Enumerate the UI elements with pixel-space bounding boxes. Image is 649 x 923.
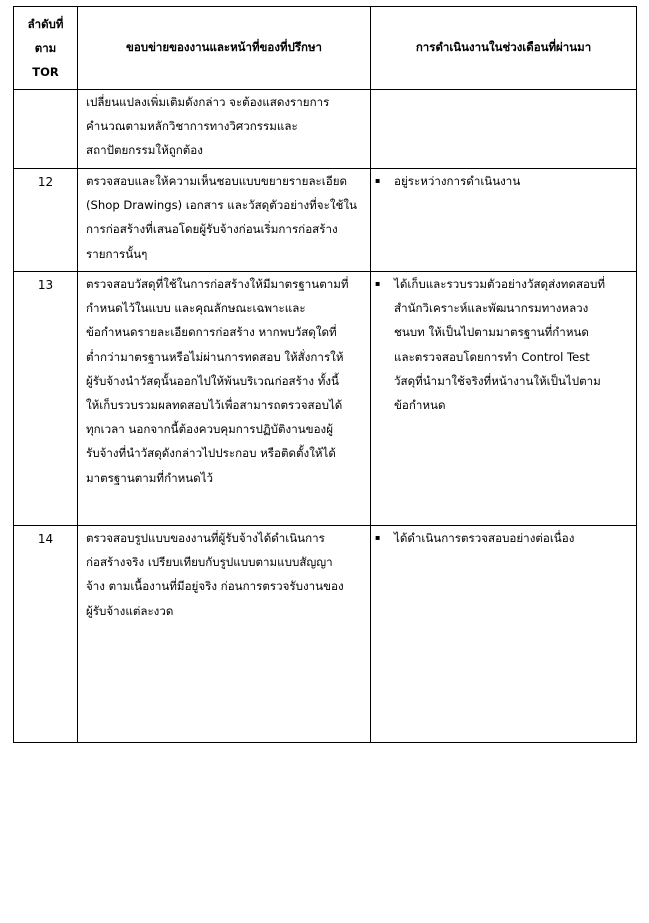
row-description	[78, 90, 371, 169]
table-row	[14, 169, 637, 272]
desc-line: มาตรฐานตามที่กำหนดไว้	[86, 470, 214, 485]
desc-line: การก่อสร้างที่เสนอโดยผู้รับจ้างก่อนเริ่มการก่อสร้าง	[86, 222, 338, 237]
desc-line: ตรวจสอบวัสดุที่ใช้ในการก่อสร้างให้มีมาตรฐานตามที่	[86, 277, 349, 291]
desc-line: ผู้รับจ้างนำวัสดุนั้นออกไปให้พ้นบริเวณก่อสร้าง ทั้งนี้	[86, 373, 339, 388]
progress-line: ได้ดำเนินการตรวจสอบอย่างต่อเนื่อง	[394, 531, 575, 545]
desc-line: ให้เก็บรวบรวมผลทดสอบไว้เพื่อสามารถตรวจสอบได้	[86, 398, 343, 413]
square-bullet-icon: ▪	[375, 279, 381, 288]
progress-line: วัสดุที่นำมาใช้จริงที่หน้างานให้เป็นไปตาม	[394, 373, 601, 388]
progress-line: ข้อกำหนด	[394, 398, 446, 413]
desc-line: เปลี่ยนแปลงเพิ่มเติมดังกล่าว จะต้องแสดงรายการ	[86, 95, 330, 109]
desc-line: (Shop Drawings) เอกสาร และวัสดุตัวอย่างที่จะใช้ใน	[86, 198, 357, 213]
desc-line: ตรวจสอบรูปแบบของงานที่ผู้รับจ้างได้ดำเนินการ	[86, 531, 325, 545]
desc-line: กำหนดไว้ในแบบ และคุณลักษณะเฉพาะและ	[86, 301, 306, 316]
tor-progress-table	[13, 6, 637, 743]
progress-line: อยู่ระหว่างการดำเนินงาน	[394, 174, 521, 188]
desc-line: ผู้รับจ้างแต่ละงวด	[86, 603, 174, 618]
row-progress	[371, 90, 637, 169]
row-number: 14	[14, 526, 78, 743]
header-line: ตาม	[34, 41, 57, 55]
row-progress	[371, 526, 637, 743]
row-number: 12	[14, 169, 78, 272]
progress-line: สำนักวิเคราะห์และพัฒนากรมทางหลวง	[394, 301, 589, 316]
desc-line: ก่อสร้างจริง เปรียบเทียบกับรูปแบบตามแบบสัญญา	[86, 555, 333, 570]
desc-line: ตรวจสอบและให้ความเห็นชอบแบบขยายรายละเอียด	[86, 174, 348, 188]
header-tor-number	[14, 7, 78, 90]
progress-line: ได้เก็บและรวบรวมตัวอย่างวัสดุส่งทดสอบที่	[394, 277, 606, 291]
header-progress: การดำเนินงานในช่วงเดือนที่ผ่านมา	[371, 7, 637, 90]
desc-line: จ้าง ตามเนื้องานที่มีอยู่จริง ก่อนการตรวจรับงานของ	[86, 579, 344, 594]
desc-line: รายการนั้นๆ	[86, 246, 148, 261]
table-row	[14, 526, 637, 743]
square-bullet-icon: ▪	[375, 533, 381, 542]
table-header-row	[14, 7, 637, 90]
progress-line: ชนบท ให้เป็นไปตามมาตรฐานที่กำหนด	[394, 325, 589, 340]
desc-line: ทุกเวลา นอกจากนี้ต้องควบคุมการปฏิบัติงานของผู้	[86, 422, 333, 437]
header-line: ลำดับที่	[27, 17, 64, 31]
table-row	[14, 272, 637, 526]
row-number: 13	[14, 272, 78, 526]
header-line: TOR	[32, 65, 59, 79]
header-scope: ขอบข่ายของงานและหน้าที่ของที่ปรึกษา	[78, 7, 371, 90]
desc-line: สถาปัตยกรรมให้ถูกต้อง	[86, 143, 203, 158]
row-number	[14, 90, 78, 169]
row-description	[78, 169, 371, 272]
progress-line: และตรวจสอบโดยการทำ Control Test	[394, 349, 590, 364]
desc-line: ข้อกำหนดรายละเอียดการก่อสร้าง หากพบวัสดุใดที่	[86, 325, 337, 340]
square-bullet-icon: ▪	[375, 176, 381, 185]
row-progress	[371, 272, 637, 526]
row-progress	[371, 169, 637, 272]
row-description	[78, 272, 371, 526]
table-row	[14, 90, 637, 169]
desc-line: ต่ำกว่ามาตรฐานหรือไม่ผ่านการทดสอบ ให้สั่งการให้	[86, 349, 344, 364]
desc-line: คำนวณตามหลักวิชาการทางวิศวกรรมและ	[86, 119, 298, 134]
row-description	[78, 526, 371, 743]
desc-line: รับจ้างที่นำวัสดุดังกล่าวไปประกอบ หรือติดตั้งให้ได้	[86, 446, 336, 461]
